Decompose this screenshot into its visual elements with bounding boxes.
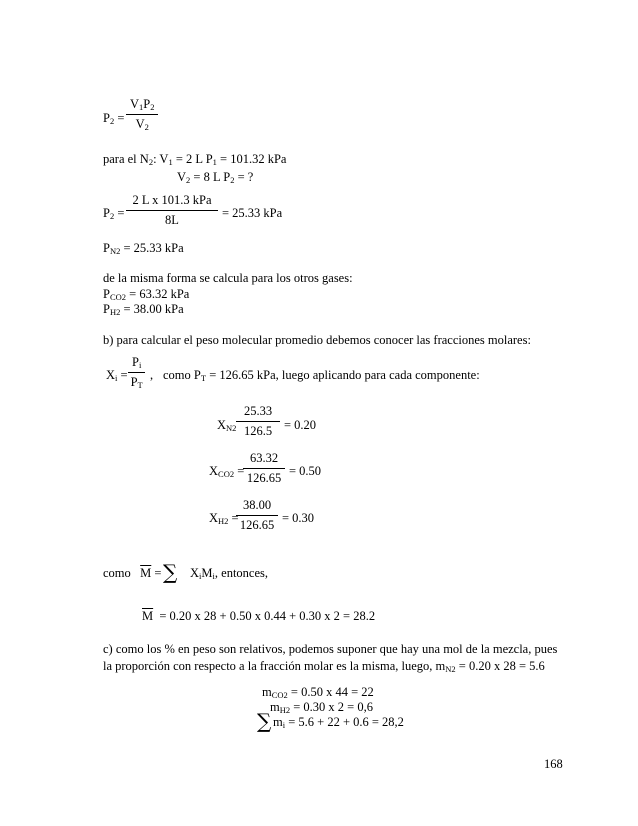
x-co2-result: = 0.50 — [289, 464, 322, 478]
m-co2: $m_{CO2} = 0.50$ x 44 = 22 — [262, 685, 374, 700]
eq-p2-general-fraction: $\frac{V_1P_2}{V_2}$ — [126, 97, 158, 132]
given-line-1: para el $N_2$: $V_1 = 2$ L $P_1 = 101.32$ kPa — [103, 152, 287, 167]
part-c-line-2: la proporción con respecto a la fracción molar es la misma, luego, $m_{N2} = 0.20$ x 28 = 5.6 — [103, 659, 545, 674]
x-n2-fraction: $\frac{25.33}{126.5}$ — [236, 404, 280, 439]
x-co2-lhs: $X_{CO2}$ = — [209, 464, 245, 479]
eq-p2-general-lhs: $P_2$ = — [103, 111, 125, 126]
given-line-2: $V_2 = 8$ L $P_2$ = ? — [177, 170, 254, 185]
sigma-symbol: ∑ — [163, 560, 178, 584]
m-sum: $m_i = 5.6 + 22 + 0.6 = 28,2$ — [273, 715, 404, 730]
x-co2-fraction: $\frac{63.32}{126.65}$ — [243, 451, 285, 486]
xi-def-lhs: $X_i$ = — [106, 368, 128, 383]
other-gases-intro: de la misma forma se calcula para los otros gases: — [103, 271, 353, 285]
x-n2-result: = 0.20 — [284, 418, 317, 432]
xi-def-text: como $P_T = 126.65$ kPa, luego aplicando para cada componente: — [163, 368, 480, 383]
part-c-line-1: c) como los % en peso son relativos, podemos suponer que hay una mol de la mezcla, pues — [103, 642, 558, 656]
m-avg-def-term: $X_iM_i$, entonces, — [190, 566, 269, 581]
xi-def-comma: , — [150, 368, 154, 382]
m-avg-def: como $\overline{M}$ = — [103, 566, 162, 580]
x-h2-lhs: $X_{H2}$ = — [209, 511, 239, 526]
page-number: 168 — [544, 757, 563, 771]
ph2-result: $P_{H2} = 38.00$ kPa — [103, 302, 184, 317]
eq-p2-calc-result: = 25.33 kPa — [222, 206, 283, 220]
eq-p2-calc-fraction: 2 L x 101.3 kPa 8L — [126, 193, 218, 228]
pco2-result: $P_{CO2} = 63.32$ kPa — [103, 287, 190, 302]
x-h2-fraction: $\frac{38.00}{126.65}$ — [236, 498, 278, 533]
m-avg-calc: $\overline{M} = 0.20$ x 28 + 0.50 x 0.44 + 0.30 x 2 = 28.2 — [142, 609, 376, 623]
pn2-result: $P_{N2} = 25.33$ kPa — [103, 241, 184, 256]
x-h2-result: = 0.30 — [282, 511, 315, 525]
eq-p2-calc-lhs: $P_2$ = — [103, 206, 125, 221]
part-b-text: b) para calcular el peso molecular promedio debemos conocer las fracciones molares: — [103, 333, 531, 347]
xi-def-fraction: $\frac{P_i}{P_T}$ — [128, 355, 145, 390]
sum-sigma-symbol: ∑ — [257, 709, 272, 733]
m-h2: $m_{H2} = 0.30$ x 2 = 0,6 — [270, 700, 373, 715]
x-n2-lhs: $X_{N2}$ — [217, 418, 237, 433]
